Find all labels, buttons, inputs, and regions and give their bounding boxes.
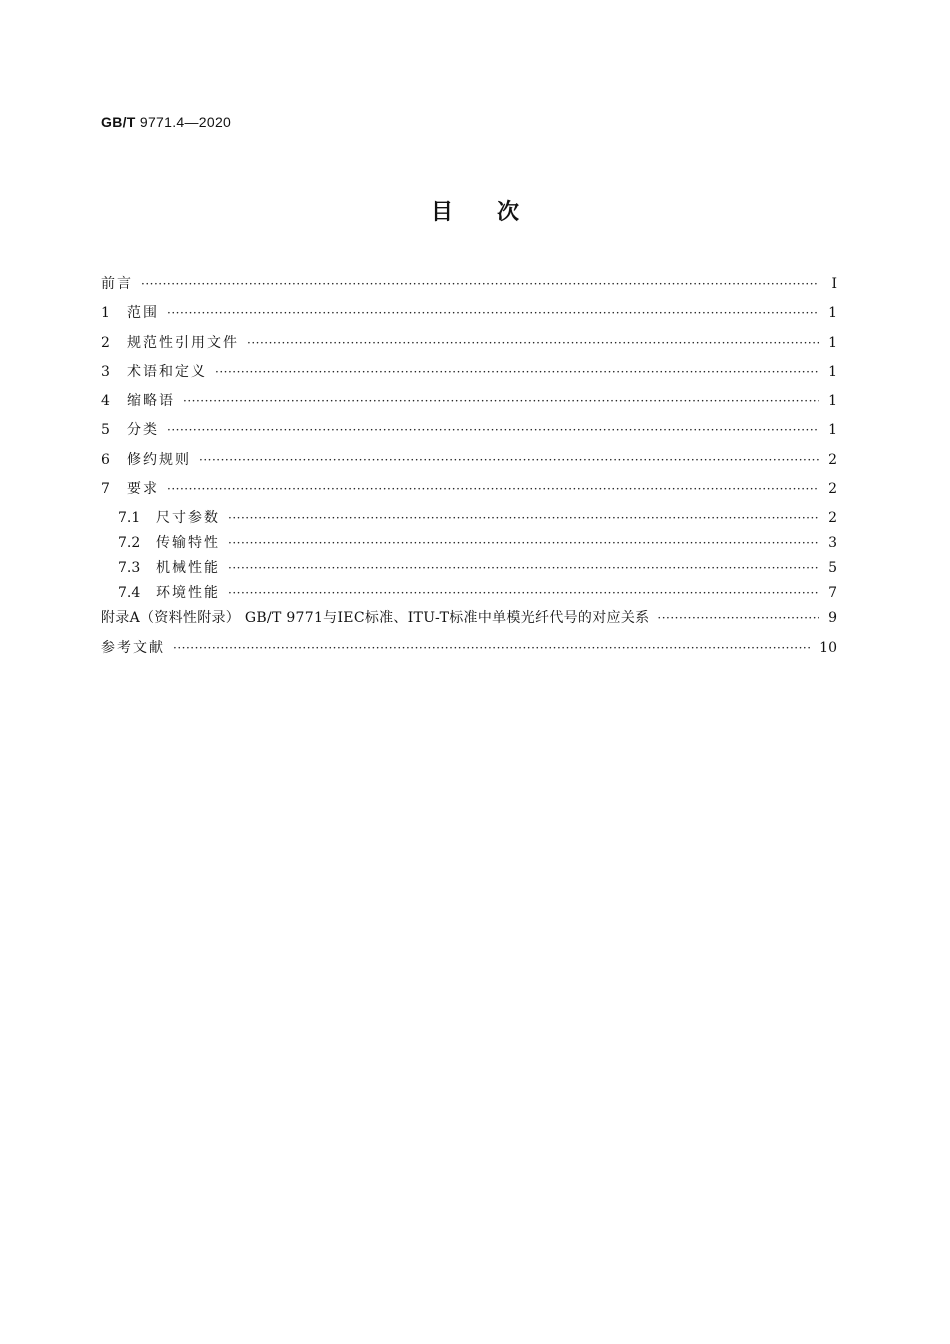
dot-leader	[167, 478, 819, 500]
table-of-contents	[101, 273, 837, 666]
toc-item-label: 范围	[127, 305, 159, 322]
toc-item-number: 7.2	[118, 535, 141, 552]
toc-subitem-environmental[interactable]	[101, 582, 837, 607]
dot-leader	[228, 582, 819, 604]
page-title: 目次	[430, 200, 563, 225]
toc-item-bibliography[interactable]	[101, 637, 837, 666]
toc-item-number: 2	[101, 334, 110, 351]
toc-item-classification[interactable]	[101, 419, 837, 448]
toc-item-normative-references[interactable]	[101, 332, 837, 361]
toc-item-label: 分类	[127, 422, 159, 439]
toc-item-page: 3	[828, 535, 837, 552]
dot-leader	[657, 607, 819, 629]
standard-code	[101, 114, 231, 130]
toc-item-label: 规范性引用文件	[127, 334, 239, 351]
toc-item-scope[interactable]	[101, 302, 837, 331]
toc-item-label: 缩略语	[127, 393, 175, 410]
toc-item-number: 5	[101, 422, 110, 439]
toc-item-page: 1	[828, 363, 837, 380]
dot-leader	[228, 532, 819, 554]
toc-item-page: 1	[828, 305, 837, 322]
toc-item-label: 参考文献	[101, 639, 165, 656]
toc-item-number: 6	[101, 451, 110, 468]
standard-number: 9771.4—2020	[139, 114, 232, 130]
toc-item-label: 附录A（资料性附录） GB/T 9771与IEC标准、ITU-T标准中单模光纤代号的对应关系	[101, 610, 650, 627]
toc-item-annex-a[interactable]	[101, 607, 837, 636]
dot-leader	[183, 390, 819, 412]
toc-subitem-transmission[interactable]	[101, 532, 837, 557]
toc-item-terms[interactable]	[101, 361, 837, 390]
dot-leader	[228, 507, 819, 529]
dot-leader	[167, 302, 819, 324]
dot-leader	[167, 419, 819, 441]
toc-item-page: 2	[828, 510, 837, 527]
dot-leader	[141, 273, 819, 295]
toc-item-label: 术语和定义	[127, 363, 207, 380]
toc-item-label: 机械性能	[156, 560, 220, 577]
toc-item-page: 1	[828, 334, 837, 351]
toc-item-label: 尺寸参数	[156, 510, 220, 527]
dot-leader	[199, 449, 819, 471]
toc-item-page: 1	[828, 422, 837, 439]
standard-prefix: GB/T	[101, 114, 136, 130]
toc-item-number: 7.1	[118, 510, 141, 527]
toc-subitem-dimensions[interactable]	[101, 507, 837, 532]
toc-item-number: 3	[101, 363, 110, 380]
toc-item-number: 1	[101, 305, 110, 322]
toc-item-page: 1	[828, 393, 837, 410]
toc-subitem-mechanical[interactable]	[101, 557, 837, 582]
toc-item-page: 7	[828, 585, 837, 602]
toc-item-number: 4	[101, 393, 110, 410]
toc-item-label: 要求	[127, 481, 159, 498]
toc-item-rounding-rules[interactable]	[101, 449, 837, 478]
toc-item-page: Ⅰ	[831, 276, 837, 292]
toc-item-page: 10	[819, 639, 837, 656]
toc-item-page: 2	[828, 451, 837, 468]
toc-item-number: 7.3	[118, 560, 141, 577]
toc-item-label: 修约规则	[127, 451, 191, 468]
toc-item-page: 9	[828, 610, 837, 627]
toc-item-page: 2	[828, 481, 837, 498]
toc-item-label: 前言	[101, 276, 133, 292]
toc-item-label: 传输特性	[156, 535, 220, 552]
toc-item-number: 7.4	[118, 585, 141, 602]
dot-leader	[173, 637, 811, 659]
toc-item-page: 5	[828, 560, 837, 577]
dot-leader	[215, 361, 819, 383]
dot-leader	[247, 332, 819, 354]
toc-item-number: 7	[101, 481, 110, 498]
dot-leader	[228, 557, 819, 579]
toc-item-label: 环境性能	[156, 585, 220, 602]
toc-item-foreword[interactable]	[101, 273, 837, 302]
toc-item-abbreviations[interactable]	[101, 390, 837, 419]
toc-item-requirements[interactable]	[101, 478, 837, 507]
